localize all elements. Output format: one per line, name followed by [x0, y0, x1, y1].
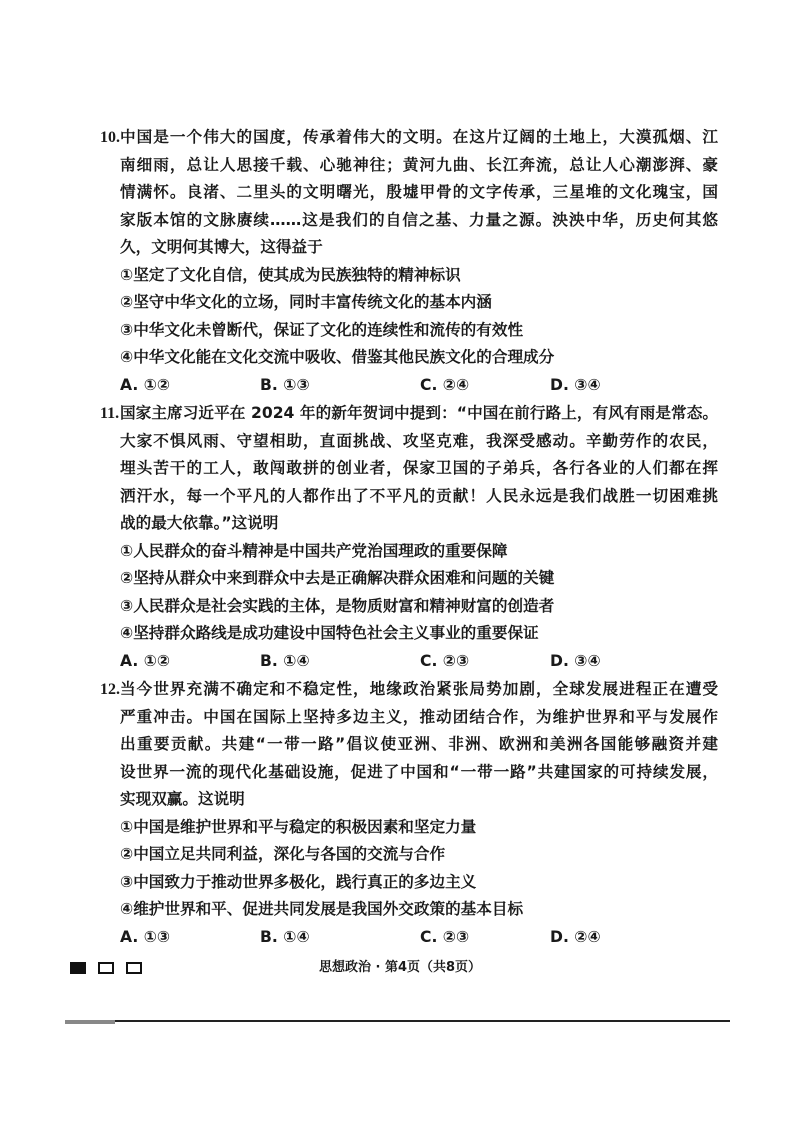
answer-choice[interactable]: D. ③④ [550, 375, 601, 394]
answer-choice[interactable]: C. ②③ [420, 651, 470, 670]
statement-option: ④中华文化能在文化交流中吸收、借鉴其他民族文化的合理成分 [120, 348, 555, 366]
statement-option: ②坚持从群众中来到群众中去是正确解决群众困难和问题的关键 [120, 569, 555, 587]
statement-option: ③人民群众是社会实践的主体，是物质财富和精神财富的创造者 [120, 596, 555, 615]
statement-option: ①坚定了文化自信，使其成为民族独特的精神标识 [120, 265, 461, 284]
answer-choice[interactable]: D. ③④ [550, 651, 601, 670]
answer-choice[interactable]: B. ①③ [260, 375, 310, 394]
answer-choice[interactable]: C. ②③ [420, 927, 470, 946]
divider-accent [65, 1020, 115, 1024]
question-number: 12. [100, 681, 120, 698]
question-stem-line: 洒汗水，每一个平凡的人都作出了不平凡的贡献！人民永远是我们战胜一切困难挑 [120, 486, 718, 505]
question-stem-line: 中国是一个伟大的国度，传承着伟大的文明。在这片辽阔的土地上，大漠孤烟、江 [120, 128, 718, 146]
divider-line [65, 1020, 730, 1022]
statement-option: ④维护世界和平、促进共同发展是我国外交政策的基本目标 [120, 900, 524, 918]
statement-option: ③中国致力于推动世界多极化，践行真正的多边主义 [120, 872, 477, 891]
question-stem-line: 战的最大依靠。”这说明 [120, 514, 279, 532]
answer-choice[interactable]: D. ②④ [550, 927, 601, 946]
question-stem-line: 国家主席习近平在 2024 年的新年贺词中提到：“中国在前行路上，有风有雨是常态。 [120, 404, 718, 422]
question-stem-line: 设世界一流的现代化基础设施，促进了中国和“一带一路”共建国家的可持续发展， [120, 762, 718, 781]
statement-option: ④坚持群众路线是成功建设中国特色社会主义事业的重要保证 [120, 624, 539, 642]
answer-choices [120, 648, 718, 676]
question-number: 11. [100, 405, 120, 422]
question-number: 10. [100, 129, 120, 146]
statement-option: ①人民群众的奋斗精神是中国共产党治国理政的重要保障 [120, 541, 508, 560]
answer-choices [120, 924, 718, 952]
answer-choice[interactable]: B. ①④ [260, 927, 310, 946]
answer-choice[interactable]: C. ②④ [420, 375, 470, 394]
statement-option: ①中国是维护世界和平与稳定的积极因素和坚定力量 [120, 817, 477, 836]
page-footer: 思想政治 · 第4页（共8页） [318, 960, 482, 975]
answer-choice[interactable]: A. ①③ [120, 927, 171, 946]
statement-option: ③中华文化未曾断代，保证了文化的连续性和流传的有效性 [120, 320, 524, 339]
answer-choice[interactable]: A. ①② [120, 651, 171, 670]
question-stem-line: 大家不惧风雨、守望相助，直面挑战、攻坚克难，我深受感动。辛勤劳作的农民， [120, 431, 718, 450]
answer-choices [120, 372, 718, 400]
question-stem-line: 埋头苦干的工人，敢闯敢拼的创业者，保家卫国的子弟兵，各行各业的人们都在挥 [120, 459, 718, 477]
question-stem-line: 家版本馆的文脉赓续……这是我们的自信之基、力量之源。泱泱中华，历史何其悠 [120, 210, 718, 229]
answer-choice[interactable]: A. ①② [120, 375, 171, 394]
question-stem-line: 南细雨，总让人思接千载、心驰神往；黄河九曲、长江奔流，总让人心潮澎湃、豪 [120, 155, 718, 174]
question-stem-line: 出重要贡献。共建“一带一路”倡议使亚洲、非洲、欧洲和美洲各国能够融资并建 [120, 735, 718, 753]
question-stem-line: 当今世界充满不确定和不稳定性，地缘政治紧张局势加剧，全球发展进程正在遭受 [120, 680, 718, 698]
question-stem-line: 实现双赢。这说明 [120, 790, 245, 808]
question-stem-line: 情满怀。良渚、二里头的文明曙光，殷墟甲骨的文字传承，三星堆的文化瑰宝，国 [120, 183, 718, 201]
statement-option: ②坚守中华文化的立场，同时丰富传统文化的基本内涵 [120, 293, 492, 311]
answer-choice[interactable]: B. ①④ [260, 651, 310, 670]
statement-option: ②中国立足共同利益，深化与各国的交流与合作 [120, 845, 446, 863]
question-stem-line: 严重冲击。中国在国际上坚持多边主义，推动团结合作，为维护世界和平与发展作 [120, 707, 718, 726]
question-stem-line: 久，文明何其博大，这得益于 [120, 238, 323, 256]
